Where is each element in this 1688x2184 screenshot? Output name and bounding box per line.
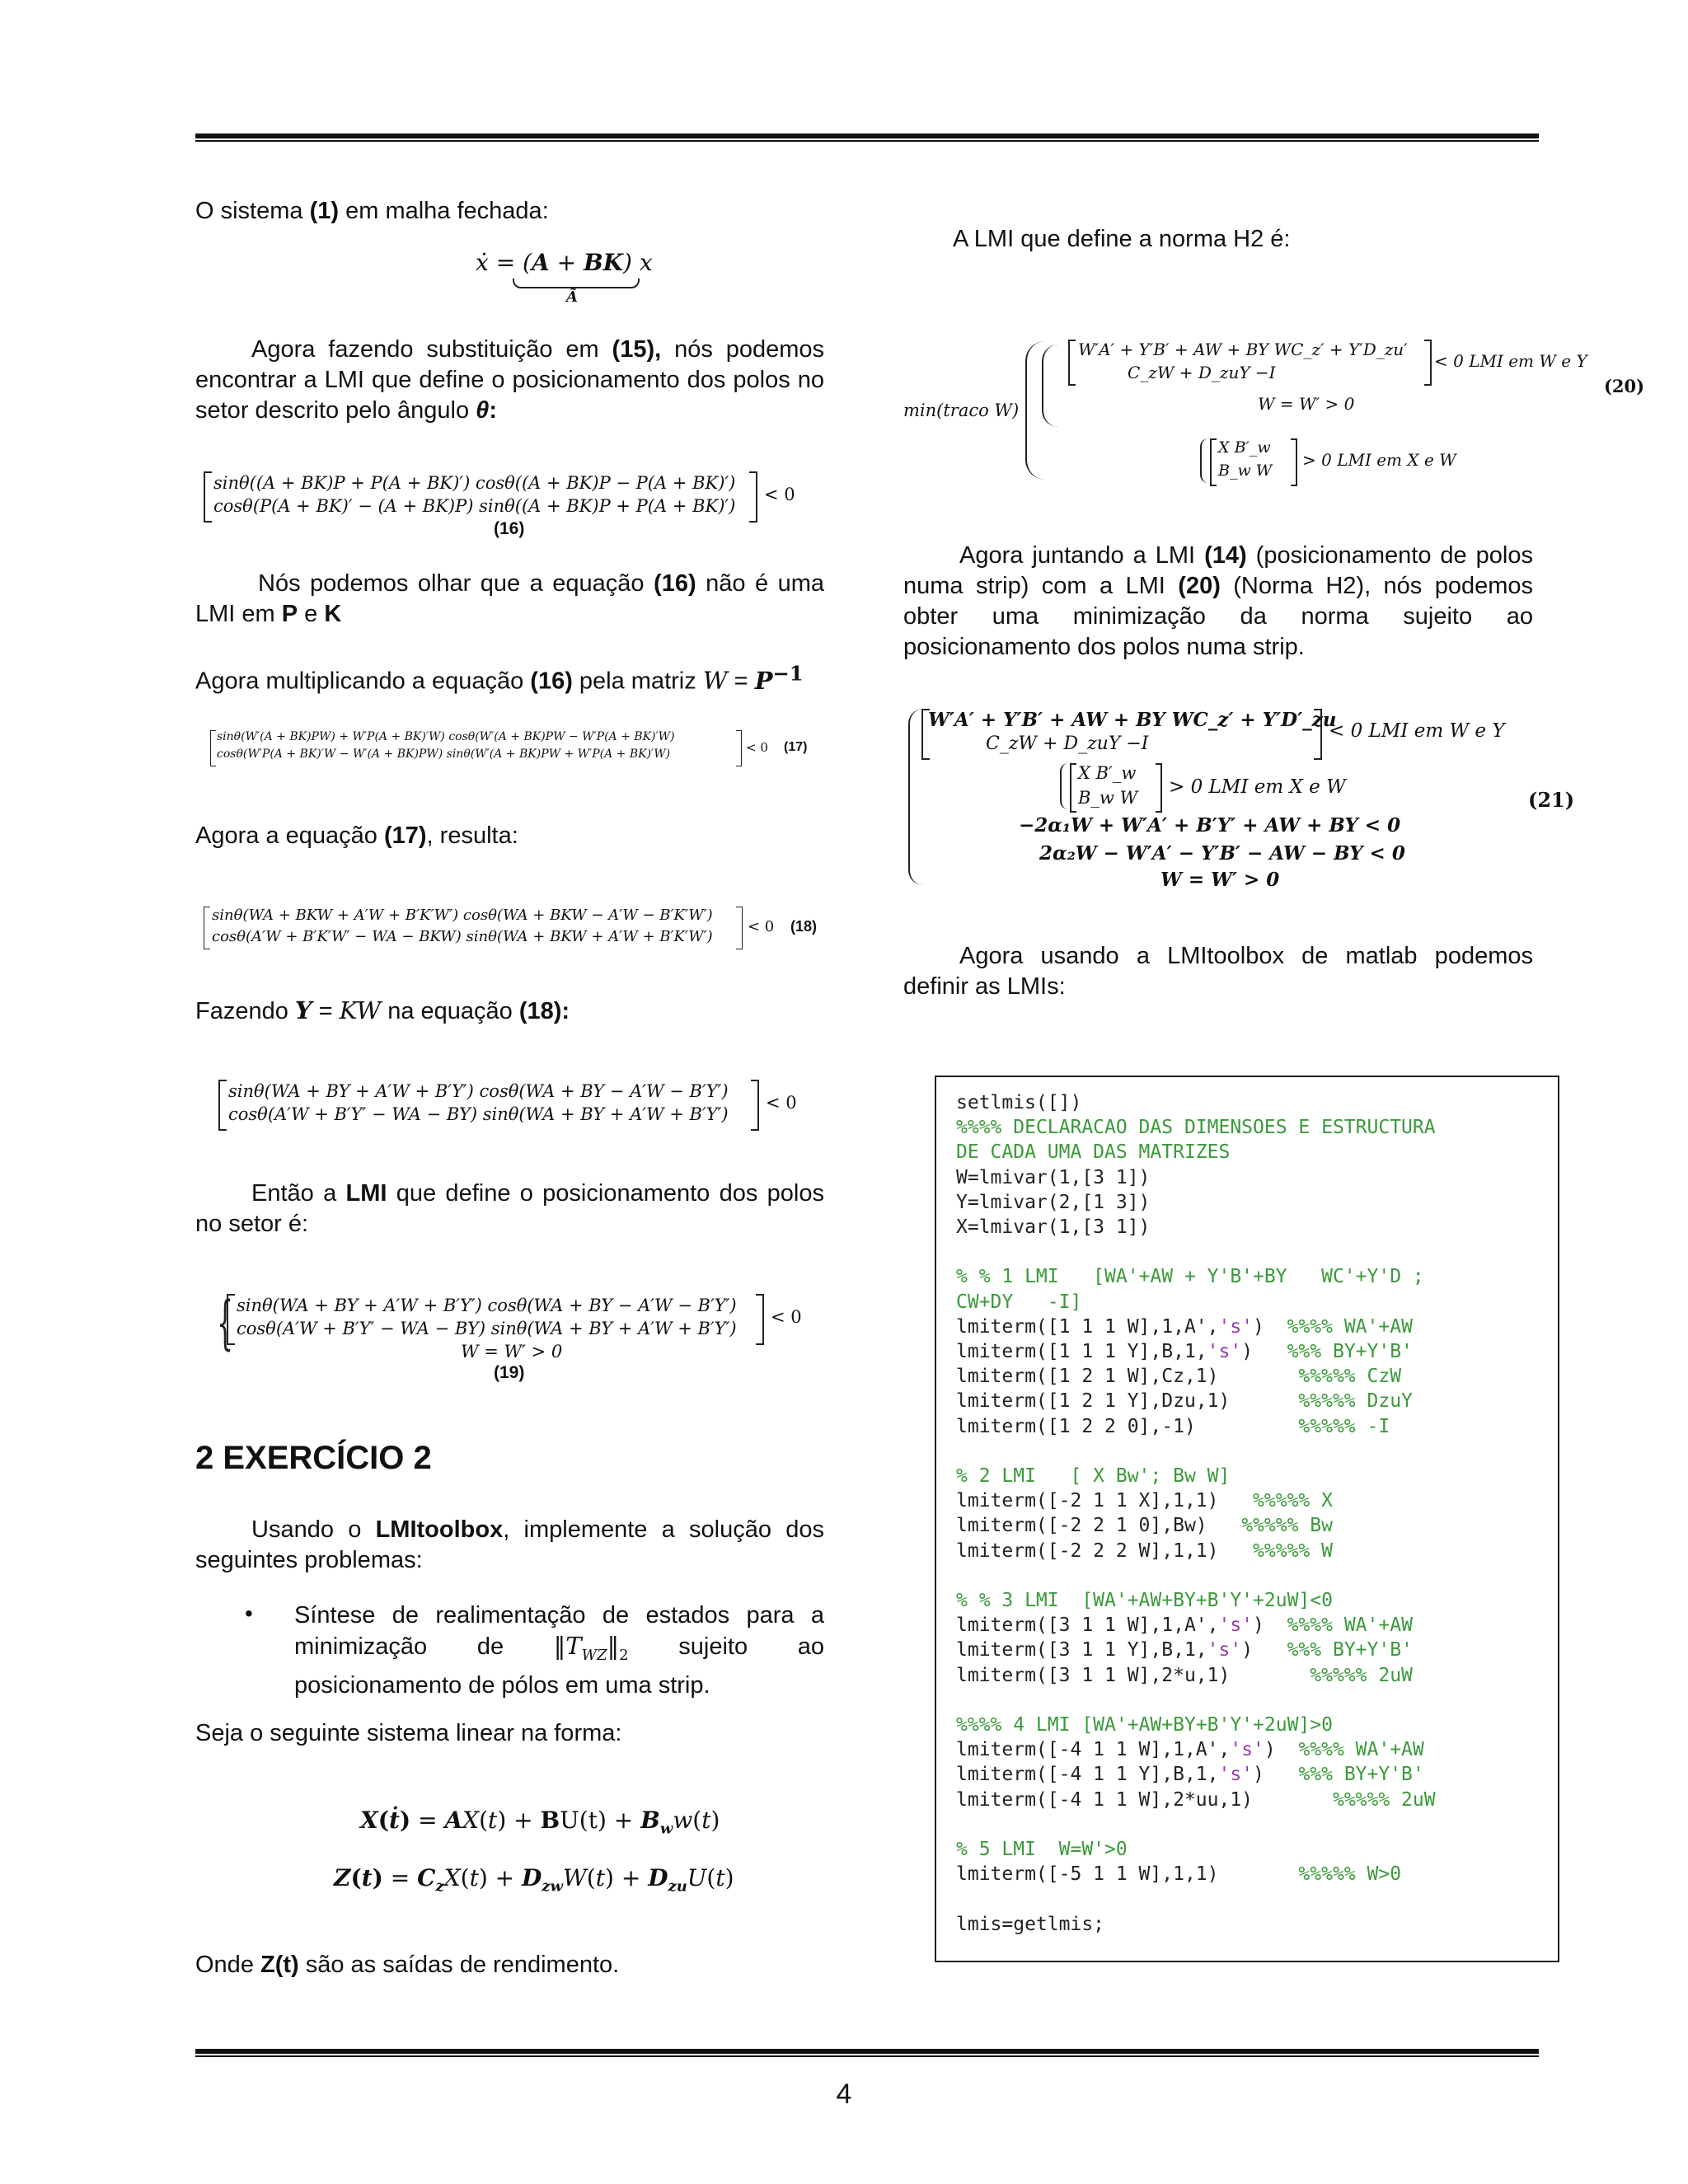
eq18-bracket-left (204, 907, 210, 949)
bullet-marker: • (245, 1601, 253, 1626)
code-line: lmiterm([-5 1 1 W],1,1) %%%%% W>0 (956, 1863, 1402, 1886)
paragraph-onde: Onde Z(t) são as saídas de rendimento. (195, 1952, 620, 1978)
eq19-rhs: < 0 (771, 1307, 802, 1327)
eq20-bracket-left (1068, 340, 1076, 386)
code-line: lmis=getlmis; (956, 1913, 1105, 1935)
paragraph-substituicao: Agora fazendo substituição em (15), nós podemos encontrar a LMI que define o posicionamento dos polos no setor descrito pelo ângulo θ: (195, 336, 825, 424)
code-line: % 2 LMI [ X Bw'; Bw W] (956, 1465, 1231, 1488)
code-line: % % 1 LMI [WA'+AW + Y'B'+BY WC'+Y'D ; (956, 1266, 1424, 1288)
code-line: CW+DY -I] (956, 1291, 1082, 1313)
eq21-bracket-right (1314, 709, 1322, 760)
eq20-curly-inner (1042, 344, 1063, 427)
eq20-min: min(traco W) (903, 401, 1020, 420)
eq18-rhs: < 0 (748, 918, 775, 935)
code-line: lmiterm([3 1 1 W],2*u,1) %%%%% 2uW (956, 1664, 1413, 1686)
code-line: %%%% DECLARACAO DAS DIMENSOES E ESTRUCTURA (956, 1117, 1436, 1139)
code-line (956, 1240, 1538, 1264)
code-line: % % 3 LMI [WA'+AW+BY+B'Y'+2uW]<0 (956, 1590, 1333, 1612)
eq20-row4-rhs: > 0 LMI em X e W (1302, 450, 1456, 470)
equation-state: X(ṫ) = $AX(t) + BU(t) + B_ww(t)$ (360, 1807, 720, 1838)
code-line: lmiterm([3 1 1 Y],B,1,'s') %%% BY+Y'B' (956, 1639, 1413, 1661)
paragraph-fazendo: Fazendo Y = KW na equação (18): (195, 996, 570, 1024)
eq21-row2: C_zW + D_zuY −I (986, 733, 1149, 754)
eq18-row1: sinθ(WA + BKW + A′W + B′K′W′) cosθ(WA + BKW − A′W − B′K′W′) (212, 907, 713, 924)
eq20-row1: W′A′ + Y′B′ + AW + BY WC_z′ + Y′D_zu′ (1078, 340, 1408, 359)
paragraph-usando: Usando o LMItoolbox, implemente a solução dos seguintes problemas: (195, 1516, 824, 1573)
eq21-row3-rhs: > 0 LMI em X e W (1169, 776, 1346, 798)
underbrace (513, 279, 640, 288)
paragraph-lmitoolbox: Agora usando a LMItoolbox de matlab podemos definir as LMIs: (903, 943, 1533, 1000)
eq16-row2: cosθ(P(A + BK)′ − (A + BK)P) sinθ((A + BK)P + P(A + BK)′) (213, 496, 736, 516)
eq20-row1-rhs: < 0 LMI em W e Y (1434, 351, 1587, 371)
header-rule-thick (195, 134, 1539, 138)
code-line: lmiterm([-2 2 2 W],1,1) %%%%% W (956, 1540, 1333, 1562)
code-line: lmiterm([1 1 1 Y],B,1,'s') %%% BY+Y'B' (956, 1341, 1413, 1363)
code-line: lmiterm([3 1 1 W],1,A','s') %%%% WA'+AW (956, 1615, 1413, 1637)
paragraph-juntando: Agora juntando a LMI (14) (posicionamento de polos numa strip) com a LMI (20) (Norma H2), nós podemos obter uma minimização da norma sujeito ao posicionamento dos polos numa strip. (903, 542, 1534, 660)
eq16-number: (16) (494, 519, 525, 538)
eqY-row1: sinθ(WA + BY + A′W + B′Y′) cosθ(WA + BY − A′W − B′Y′) (228, 1081, 729, 1101)
code-line: lmiterm([1 2 1 Y],Dzu,1) %%%%% DzuY (956, 1390, 1413, 1413)
code-line: lmiterm([-4 1 1 W],2*uu,1) %%%%% 2uW (956, 1788, 1436, 1811)
eq21-small-bracket-right (1156, 763, 1162, 813)
eq20-row4a: X B′_w (1218, 438, 1271, 457)
code-line: lmiterm([-2 2 1 0],Bw) %%%%% Bw (956, 1515, 1333, 1537)
eq20-row2: C_zW + D_zuY −I (1128, 363, 1276, 382)
paragraph-seja: Seja o seguinte sistema linear na forma: (195, 1720, 622, 1746)
code-line (956, 1887, 1538, 1912)
equation-closed-loop: ẋ = (A + BK) x (476, 249, 653, 276)
eq20-row4b: B_w W (1218, 462, 1273, 480)
eq21-row1-rhs: < 0 LMI em W e Y (1329, 720, 1505, 742)
code-line: lmiterm([-2 1 1 X],1,1) %%%%% X (956, 1490, 1333, 1512)
eq21-row3b: B_w W (1078, 788, 1138, 808)
eq21-small-curly (1060, 763, 1070, 809)
eq18-number: (18) (790, 918, 818, 935)
eq19-row3: W = W′ > 0 (461, 1342, 563, 1361)
header-rule-thin (195, 140, 1539, 142)
matlab-code-box (935, 1076, 1559, 1962)
code-line (956, 1563, 1538, 1588)
eq20-row3: W = W′ > 0 (1258, 394, 1355, 414)
eq17-rhs: < 0 (746, 740, 768, 755)
eq21-row4: −2α₁W + W′A′ + B′Y′ + AW + BY < 0 (1019, 814, 1401, 837)
code-line (956, 1812, 1538, 1837)
eq19-bracket-right (756, 1294, 764, 1345)
eq20-small-bracket-right (1291, 438, 1297, 486)
code-line (956, 1439, 1538, 1464)
eq19-curly-brace: { (217, 1289, 234, 1357)
equation-output: $Z(t) = C_zX(t) + D_{zw}W(t) + D_{zu}U(t)$ (334, 1864, 734, 1896)
eq21-row5: 2α₂W − W′A′ − Y′B′ − AW − BY < 0 (1039, 842, 1405, 865)
code-line: X=lmivar(1,[3 1]) (956, 1216, 1151, 1239)
eq17-row2: cosθ(W′P(A + BK)′W − W′(A + BK)PW) sinθ(W′(A + BK)PW + W′P(A + BK)′W) (217, 748, 671, 761)
eq21-row6: W = W′ > 0 (1160, 869, 1280, 891)
eq16-row1: sinθ((A + BK)P + P(A + BK)′) cosθ((A + BK)P − P(A + BK)′) (213, 473, 736, 493)
eq17-row1: sinθ(W′(A + BK)PW) + W′P(A + BK)′W) cosθ(W′(A + BK)PW − W′P(A + BK)′W) (217, 730, 675, 743)
eqY-bracket-left (218, 1080, 227, 1131)
eq19-row1: sinθ(WA + BY + A′W + B′Y′) cosθ(WA + BY − A′W − B′Y′) (237, 1296, 737, 1315)
eq20-small-bracket-left (1210, 438, 1217, 486)
code-line: setlmis([]) (956, 1092, 1082, 1113)
paragraph-closed-loop: O sistema (1) em malha fechada: (195, 198, 549, 224)
eq20-number: (20) (1604, 376, 1645, 396)
paragraph-h2: A LMI que define a norma H2 é: (953, 226, 1291, 252)
eqY-row2: cosθ(A′W + B′Y′ − WA − BY) sinθ(WA + BY + A′W + B′Y′) (228, 1104, 729, 1124)
footer-rule-thin (195, 2055, 1539, 2057)
eq17-bracket-right (736, 730, 742, 766)
code-line: Y=lmivar(2,[1 3]) (956, 1191, 1151, 1213)
eq16-bracket-left (204, 471, 212, 523)
code-line: % 5 LMI W=W'>0 (956, 1839, 1128, 1861)
eqY-bracket-right (751, 1080, 759, 1131)
code-line: W=lmivar(1,[3 1]) (956, 1166, 1151, 1188)
eq20-small-curly (1200, 438, 1210, 483)
page-number: 4 (836, 2079, 852, 2110)
eq17-number: (17) (784, 740, 808, 754)
eq16-bracket-right (749, 471, 757, 523)
paragraph-resulta: Agora a equação (17), resulta: (195, 823, 518, 849)
code-line (956, 1688, 1538, 1713)
eq18-row2: cosθ(A′W + B′K′W′ − WA − BKW) sinθ(WA + BKW + A′W + B′K′W′) (212, 928, 713, 945)
eq19-row2: cosθ(A′W + B′Y′ − WA − BY) sinθ(WA + BY + A′W + B′Y′) (237, 1319, 737, 1338)
underbrace-label: Ã (566, 288, 578, 306)
code-line: DE CADA UMA DAS MATRIZES (956, 1141, 1231, 1164)
code-line: lmiterm([1 1 1 W],1,A','s') %%%% WA'+AW (956, 1315, 1413, 1338)
code-line: %%%% 4 LMI [WA'+AW+BY+B'Y'+2uW]>0 (956, 1714, 1333, 1736)
footer-rule-thick (195, 2049, 1539, 2054)
eq21-number: (21) (1528, 788, 1575, 812)
eq17-bracket-left (210, 730, 216, 766)
eq21-small-bracket-left (1070, 763, 1076, 813)
code-line: lmiterm([-4 1 1 Y],B,1,'s') %%% BY+Y'B' (956, 1764, 1424, 1786)
paragraph-multiplicando: Agora multiplicando a equação (16) pela matriz $W = P^{-1}$ (195, 661, 804, 695)
paragraph-entao: Então a LMI que define o posicionamento dos polos no setor é: (195, 1180, 824, 1237)
eq21-row1: W′A′ + Y′B′ + AW + BY WC_z′ + Y′D′_zu (928, 709, 1337, 731)
code-line: lmiterm([-4 1 1 W],1,A','s') %%%% WA'+AW (956, 1739, 1424, 1761)
code-line: lmiterm([1 2 2 0],-1) %%%%% -I (956, 1415, 1390, 1437)
eqY-rhs: < 0 (766, 1093, 797, 1113)
eq20-bracket-right (1424, 340, 1432, 386)
eq21-row3a: X B′_w (1078, 763, 1137, 783)
paragraph-nao-lmi: Nós podemos olhar que a equação (16) não é uma LMI em P e K (195, 570, 825, 627)
eq16-rhs: < 0 (764, 485, 795, 504)
eq19-bracket-left (227, 1294, 235, 1345)
matlab-code (956, 1090, 1538, 1937)
code-line: lmiterm([1 2 1 W],Cz,1) %%%%% CzW (956, 1366, 1402, 1388)
section-heading: 2 EXERCÍCIO 2 (195, 1440, 432, 1476)
bullet-item: Síntese de realimentação de estados para a minimização de $‖T_{WZ}‖_2$ sujeito ao posicionamento de pólos em uma strip. (294, 1602, 825, 1699)
eq19-number: (19) (494, 1363, 525, 1382)
eq18-bracket-right (736, 907, 743, 949)
